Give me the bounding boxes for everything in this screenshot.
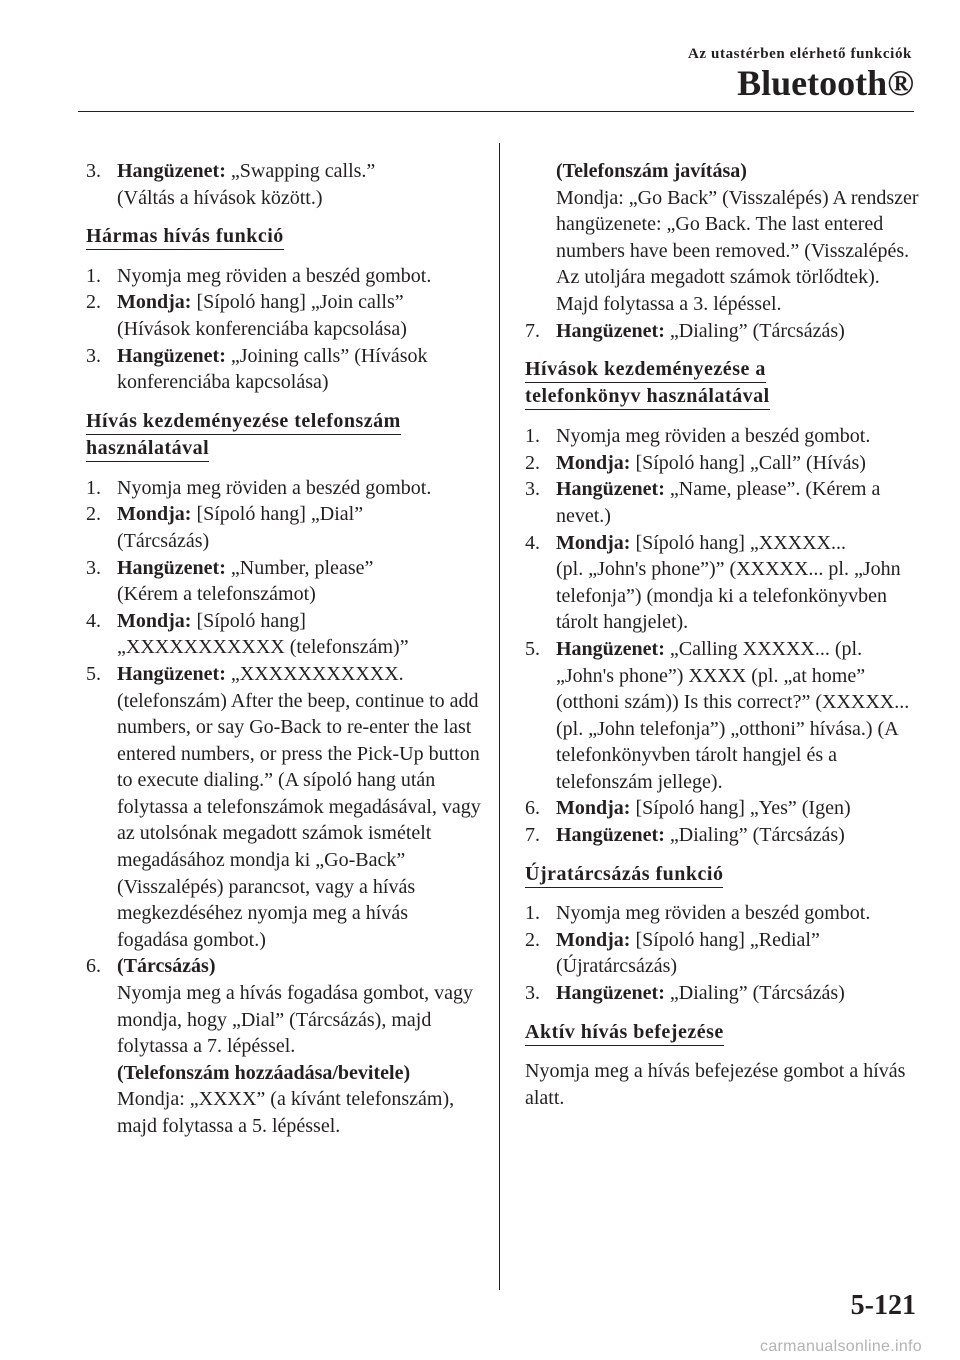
list-item: 2. Mondja: [Sípoló hang] „Join calls” (Hívások konferenciába kapcsolása): [86, 289, 481, 342]
item-continuation: (pl. „John's phone”)” (XXXXX... pl. „John telefonja”) (mondja ki a telefonkönyvben tárolt hangjelet).: [556, 558, 901, 634]
right-column: [525, 158, 920, 1111]
item-number: 3.: [86, 160, 101, 182]
list-item: 2. Mondja: [Sípoló hang] „Dial” (Tárcsázás): [86, 501, 481, 554]
item-continuation: (Kérem a telefonszámot): [117, 583, 316, 606]
item-label: Hangüzenet:: [117, 344, 226, 367]
item-label: Mondja:: [556, 797, 631, 820]
item-label: Mondja:: [556, 531, 631, 554]
item-text: „Number, please”: [225, 556, 374, 579]
section-heading-phonebook: Hívások kezdeményezése a telefonkönyv használatával: [525, 356, 920, 410]
item-text: „Dialing” (Tárcsázás): [664, 982, 845, 1005]
item-continuation: (Hívások konferenciába kapcsolása): [117, 317, 407, 340]
item-label: Mondja:: [556, 928, 631, 951]
list-item: 3. Hangüzenet: „Number, please” (Kérem a telefonszámot): [86, 555, 481, 608]
watermark-text: carmanualsonline.info: [760, 1338, 922, 1355]
item-continuation: Nyomja meg a hívás fogadása gombot, vagy mondja, hogy „Dial” (Tárcsázás), majd folytassa a 7. lépéssel.: [117, 982, 474, 1058]
item-label: Mondja:: [117, 291, 192, 314]
list-item: [86, 158, 481, 211]
item-label: Hangüzenet:: [556, 319, 665, 342]
item-label: Hangüzenet:: [117, 160, 226, 182]
item-continuation: (Újratárcsázás): [556, 955, 678, 978]
item-text: Nyomja meg röviden a beszéd gombot.: [117, 476, 432, 499]
item-label: Hangüzenet:: [556, 824, 665, 847]
column-divider: [499, 143, 500, 1290]
sub-label: (Telefonszám hozzáadása/bevitele): [117, 1061, 411, 1084]
list-item: 5. Hangüzenet: „Calling XXXXX... (pl. „John's phone”) XXXX (pl. „at home” (otthoni szám)) Is this correct?” (XXXXX... (pl. „John telefonja”) „otthoni” hívása.) (A telefonkönyvben tárolt hangjel és a telefonszám jellege).: [525, 637, 910, 793]
item-text: [Sípoló hang] „Join calls”: [191, 291, 404, 314]
item-text: „Dialing” (Tárcsázás): [664, 319, 845, 342]
section-heading-redial: Újratárcsázás funkció: [525, 861, 920, 888]
list-item: 7. Hangüzenet: „Dialing” (Tárcsázás): [525, 319, 845, 342]
list-item: 3. Hangüzenet: „Name, please”. (Kérem a nevet.): [525, 478, 881, 527]
item-text: „Joining calls” (Hívások konferenciába kapcsolása): [117, 344, 428, 394]
list-item: 6. (Tárcsázás) Nyomja meg a hívás fogadása gombot, vagy mondja, hogy „Dial” (Tárcsázás), majd folytassa a 7. lépéssel. (Telefonszám hozzáadása/bevitele) Mondja: „XXXX” (a kívánt telefonszám), majd folytassa a 5. lépéssel.: [86, 953, 481, 1139]
list-item: 2. Mondja: [Sípoló hang] „Redial” (Újratárcsázás): [525, 927, 920, 980]
item-text: Nyomja meg röviden a beszéd gombot.: [556, 902, 871, 925]
item-text: „Calling XXXXX... (pl. „John's phone”) XXXX (pl. „at home” (otthoni szám)) Is this correct?” (XXXXX... (pl. „John telefonja”) „otthoni” hívása.) (A telefonkönyvben tárolt hangjel és a telefonszám jellege).: [556, 637, 910, 793]
list-item: 6. Mondja: [Sípoló hang] „Yes” (Igen): [525, 797, 851, 820]
list-item: 1. Nyomja meg röviden a beszéd gombot.: [525, 900, 920, 927]
list-item: 3. Hangüzenet: „Joining calls” (Hívások konferenciába kapcsolása): [86, 344, 428, 394]
item-text: „Name, please”. (Kérem a nevet.): [556, 478, 881, 527]
item-continuation: (Váltás a hívások között.): [117, 186, 323, 209]
list-item: 2. Mondja: [Sípoló hang] „Call” (Hívás): [525, 451, 866, 474]
item-continuation: „XXXXXXXXXXX (telefonszám)”: [117, 636, 409, 659]
list-item: 1. Nyomja meg röviden a beszéd gombot.: [86, 475, 481, 502]
item-text: Nyomja meg röviden a beszéd gombot.: [117, 264, 432, 287]
item-continuation: (Tárcsázás): [117, 529, 210, 552]
item-text: [Sípoló hang] „Dial”: [191, 503, 364, 526]
item-label: Hangüzenet:: [117, 662, 226, 685]
list-item: 4. Mondja: [Sípoló hang] „XXXXXXXXXXX (telefonszám)”: [86, 608, 481, 661]
item-text: „Dialing” (Tárcsázás): [664, 824, 845, 847]
item-text: „XXXXXXXXXXX. (telefonszám) After the beep, continue to add numbers, or say Go-Back to re-enter the last entered numbers, or press the Pick-Up button to execute dialing.” (A sípoló hang után folytassa a telefonszámok megadásával, vagy az utolsónak megadott számok ismételt megadásához mondja ki „Go-Back” (Visszalépés) parancsot, vagy a hívás megkezdéséhez nyomja meg a hívás fogadása gombot.): [117, 662, 481, 951]
item-text: [Sípoló hang]: [191, 609, 306, 632]
list-item: 1. Nyomja meg röviden a beszéd gombot.: [86, 263, 481, 290]
section-heading-dial: Hívás kezdeményezése telefonszám használatával: [86, 408, 481, 462]
sub-text: Mondja: „XXXX” (a kívánt telefonszám), majd folytassa a 5. lépéssel.: [117, 1088, 455, 1137]
end-call-paragraph: Nyomja meg a hívás befejezése gombot a hívás alatt.: [525, 1060, 906, 1109]
item-text: [Sípoló hang] „Call” (Hívás): [630, 451, 866, 474]
item-label: Mondja:: [556, 451, 631, 474]
left-column: [86, 158, 481, 1140]
item-text: „Swapping calls.”: [225, 160, 376, 182]
item-label: Mondja:: [117, 609, 192, 632]
sub-label: (Telefonszám javítása): [556, 160, 747, 182]
page-number: 5-121: [850, 1290, 916, 1321]
header-rule: [78, 111, 914, 112]
item-label: Hangüzenet:: [556, 637, 665, 660]
list-item-continued: [525, 158, 920, 318]
section-subtitle: Az utastérben elérhető funkciók: [688, 46, 912, 62]
section-heading-three-way: Hármas hívás funkció: [86, 223, 481, 250]
item-label: Hangüzenet:: [556, 478, 665, 501]
item-label: (Tárcsázás): [117, 955, 216, 978]
item-text: [Sípoló hang] „XXXXX...: [630, 531, 846, 554]
item-text: [Sípoló hang] „Yes” (Igen): [630, 797, 851, 820]
list-item: 3. Hangüzenet: „Dialing” (Tárcsázás): [525, 982, 845, 1005]
list-item: 5. Hangüzenet: „XXXXXXXXXXX. (telefonszám) After the beep, continue to add numbers, or say Go-Back to re-enter the last entered numbers, or press the Pick-Up button to execute dialing.” (A sípoló hang után folytassa a telefonszámok megadásával, vagy az utolsónak megadott számok ismételt megadásához mondja ki „Go-Back” (Visszalépés) parancsot, vagy a hívás megkezdéséhez nyomja meg a hívás fogadása gombot.): [86, 662, 481, 951]
item-text: Nyomja meg röviden a beszéd gombot.: [556, 425, 871, 448]
sub-text: Mondja: „Go Back” (Visszalépés) A rendszer hangüzenete: „Go Back. The last entered numbers have been removed.” (Visszalépés. Az utoljára megadott számok törlődtek). Majd folytassa a 3. lépéssel.: [556, 186, 919, 315]
item-label: Hangüzenet:: [556, 982, 665, 1005]
item-label: Hangüzenet:: [117, 556, 226, 579]
item-label: Mondja:: [117, 503, 192, 526]
list-item: 4. Mondja: [Sípoló hang] „XXXXX... (pl. „John's phone”)” (XXXXX... pl. „John telefonja”) (mondja ki a telefonkönyvben tárolt hangjelet).: [525, 530, 920, 636]
list-item: 7. Hangüzenet: „Dialing” (Tárcsázás): [525, 824, 845, 847]
list-item: 1. Nyomja meg röviden a beszéd gombot.: [525, 423, 920, 450]
page-title: Bluetooth®: [737, 63, 914, 103]
item-text: [Sípoló hang] „Redial”: [630, 928, 820, 951]
section-heading-end-call: Aktív hívás befejezése: [525, 1019, 920, 1046]
